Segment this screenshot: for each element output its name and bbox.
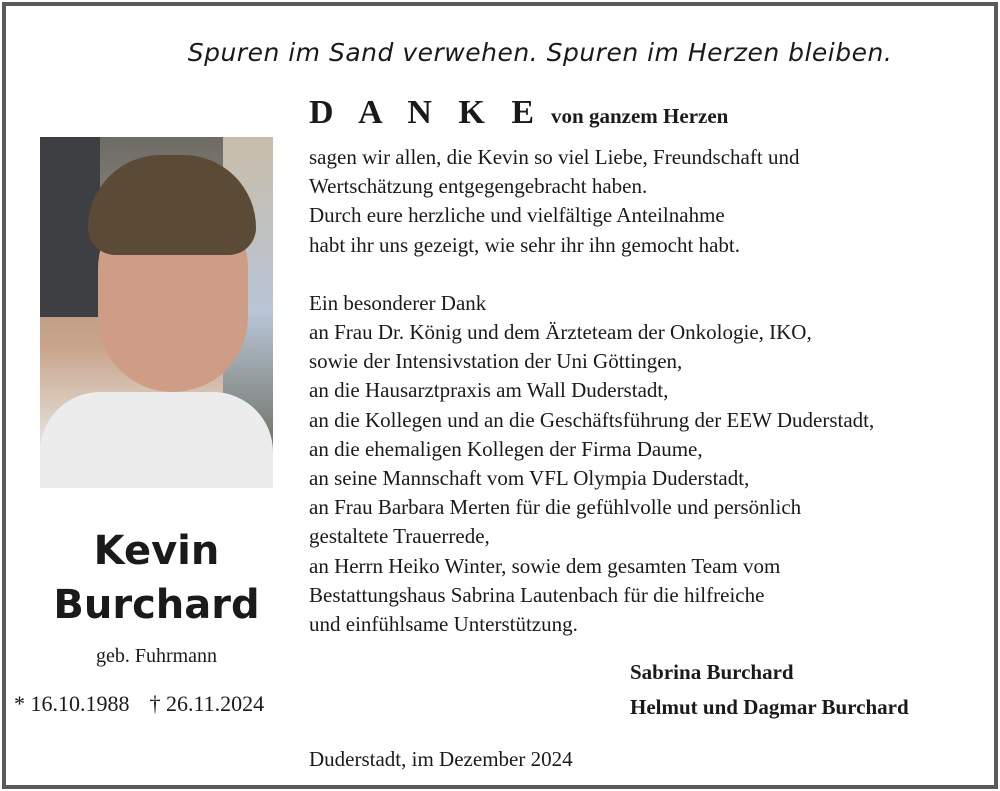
death-date: † 26.11.2024: [149, 691, 265, 716]
thanks-line: gestaltete Trauerrede,: [309, 524, 490, 549]
thanks-line: Bestattungshaus Sabrina Lautenbach für die hilfreiche: [309, 582, 765, 607]
thanks-line: sowie der Intensivstation der Uni Göttingen,: [309, 349, 683, 374]
thanks-line: an die Kollegen und an die Geschäftsführung der EEW Duderstadt,: [309, 407, 875, 432]
thanks-heading: Ein besonderer Dank: [309, 290, 487, 315]
intro-line: sagen wir allen, die Kevin so viel Liebe, Freundschaft und: [309, 145, 800, 169]
born-name: geb. Fuhrmann: [95, 645, 218, 667]
thanks-line: an Frau Dr. König und dem Ärzteteam der Onkologie, IKO,: [309, 320, 812, 345]
message-body: [309, 143, 874, 639]
thanks-line: an seine Mannschaft vom VFL Olympia Duderstadt,: [309, 466, 750, 491]
motto: Spuren im Sand verwehen. Spuren im Herzen bleiben.: [187, 38, 893, 67]
last-name: Burchard: [53, 582, 260, 628]
thanks-line: an Frau Barbara Merten für die gefühlvolle und persönlich: [309, 495, 802, 520]
heading-main: D A N K E: [309, 94, 544, 131]
intro-line: Durch eure herzliche und vielfältige Anteilnahme: [309, 203, 725, 228]
first-name: Kevin: [93, 528, 220, 574]
thanks-line: an die Hausarztpraxis am Wall Duderstadt,: [309, 378, 669, 403]
signers: [630, 655, 909, 725]
thanks-line: an die ehemaligen Kollegen der Firma Daume,: [309, 436, 703, 461]
intro-line: Wertschätzung entgegengebracht haben.: [309, 174, 648, 199]
portrait-photo: [40, 137, 273, 488]
heading: [309, 94, 728, 132]
signer: Sabrina Burchard: [630, 660, 794, 684]
signer: Helmut und Dagmar Burchard: [630, 695, 909, 719]
thanks-line: und einfühlsame Unterstützung.: [309, 612, 578, 637]
life-dates: [14, 691, 264, 717]
heading-sub: von ganzem Herzen: [551, 104, 729, 128]
place-date: Duderstadt, im Dezember 2024: [309, 747, 573, 771]
thanks-line: an Herrn Heiko Winter, sowie dem gesamten Team vom: [309, 553, 781, 578]
birth-date: * 16.10.1988: [14, 691, 130, 716]
intro-line: habt ihr uns gezeigt, wie sehr ihr ihn gemocht habt.: [309, 232, 740, 257]
